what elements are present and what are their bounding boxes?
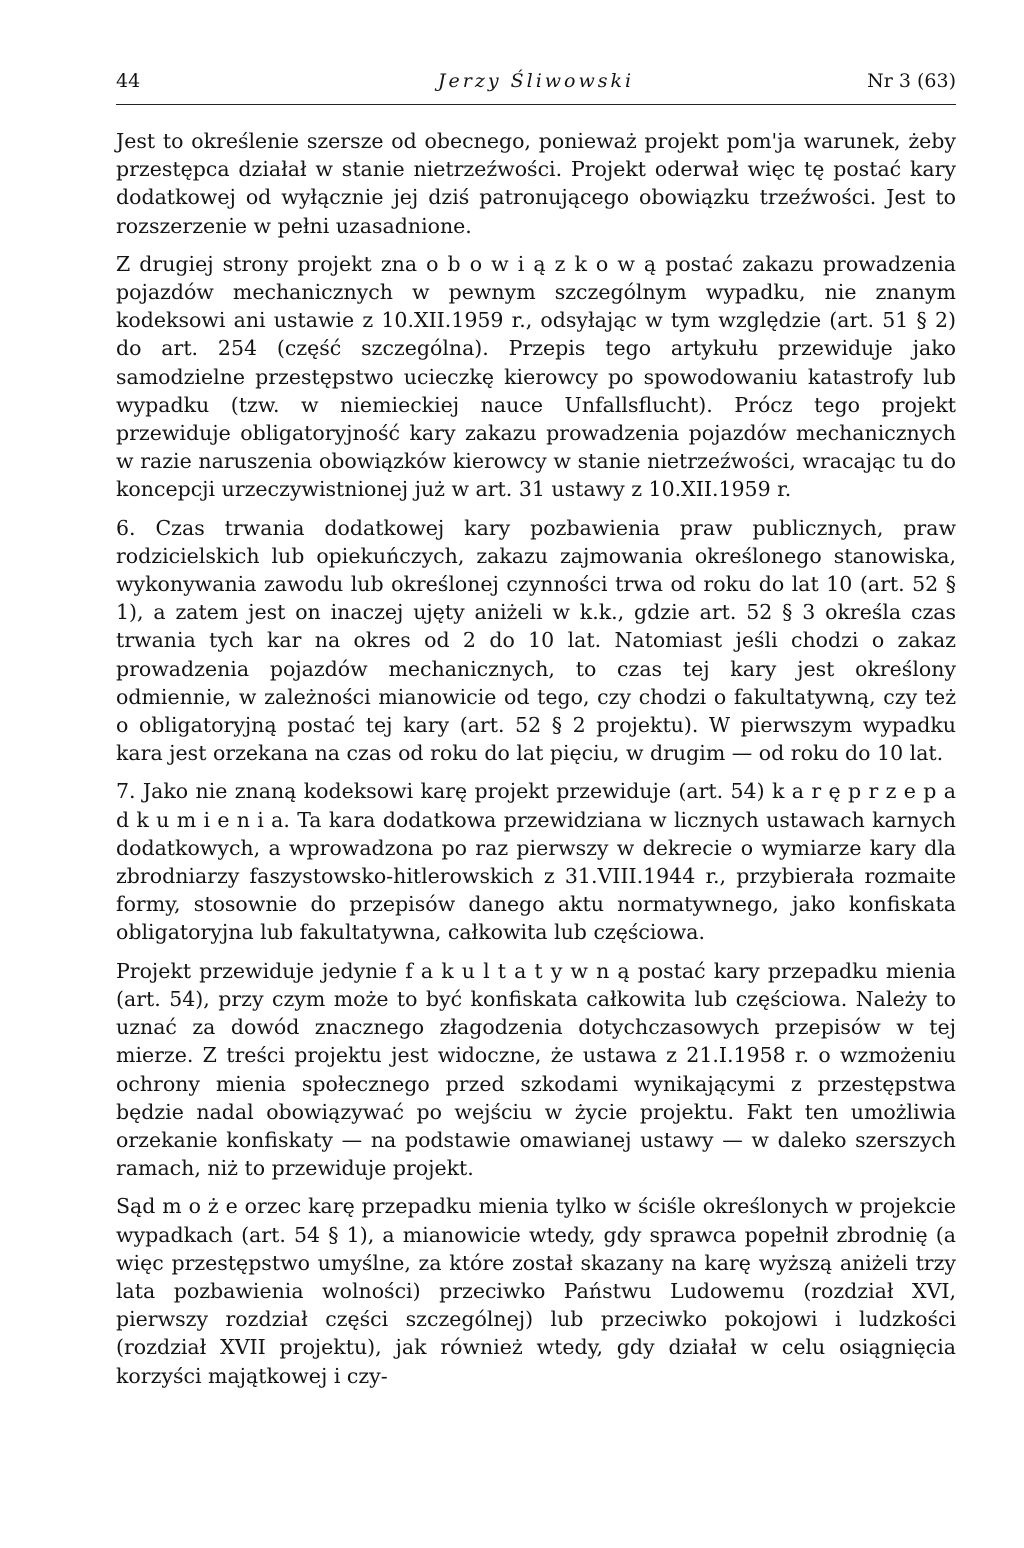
page-number: 44 <box>116 70 141 92</box>
document-page <box>116 68 956 1400</box>
header-rule <box>116 104 956 105</box>
paragraph: Z drugiej strony projekt zna o b o w i ą z k o w ą postać zakazu prowadzenia pojazdów mechanicznych w pewnym szczególnym wypadku, nie znanym kodeksowi ani ustawie z 10.XII.1959 r., odsyłając w tym względzie (art. 51 § 2) do art. 254 (część szczególna). Przepis tego artykułu przewiduje jako samodzielne przestępstwo ucieczkę kierowcy po spowodowaniu katastrofy lub wypadku (tzw. w niemieckiej nauce Unfallsflucht). Prócz tego projekt przewiduje obligatoryjność kary zakazu prowadzenia pojazdów mechanicznych w razie naruszenia obowiązków kierowcy w stanie nietrzeźwości, wracając tu do koncepcji urzeczywistnionej już w art. 31 ustawy z 10.XII.1959 r. <box>116 251 956 502</box>
body-text <box>116 127 956 1390</box>
issue-number: Nr 3 (63) <box>867 70 956 92</box>
paragraph: 6. Czas trwania dodatkowej kary pozbawienia praw publicznych, praw rodzicielskich lub opiekuńczych, zakazu zajmowania określonego stanowiska, wykonywania zawodu lub określonej czynności trwa od roku do lat 10 (art. 52 § 1), a zatem jest on inaczej ujęty aniżeli w k.k., gdzie art. 52 § 3 określa czas trwania tych kar na okres od 2 do 10 lat. Natomiast jeśli chodzi o zakaz prowadzenia pojazdów mechanicznych, to czas tej kary jest określony odmiennie, w zależności mianowicie od tego, czy chodzi o fakultatywną, czy też o obligatoryjną postać tej kary (art. 52 § 2 projektu). W pierwszym wypadku kara jest orzekana na czas od roku do lat pięciu, w drugim — od roku do 10 lat. <box>116 515 956 766</box>
paragraph: Sąd m o ż e orzec karę przepadku mienia tylko w ściśle określonych w projekcie wypadkach (art. 54 § 1), a mianowicie wtedy, gdy sprawca popełnił zbrodnię (a więc przestępstwo umyślne, za które został skazany na karę wyższą aniżeli trzy lata pozbawienia wolności) przeciwko Państwu Ludowemu (rozdział XVI, pierwszy rozdział części szczególnej) lub przeciwko pokojowi i ludzkości (rozdział XVII projektu), jak również wtedy, gdy działał w celu osiągnięcia korzyści majątkowej i czy- <box>116 1194 956 1388</box>
running-header-author: Jerzy Śliwowski <box>437 70 635 92</box>
paragraph: Projekt przewiduje jedynie f a k u l t a t y w n ą postać kary przepadku mienia (art. 54), przy czym może to być konfiskata całkowita lub częściowa. Należy to uznać za dowód znacznego złagodzenia dotychczasowych przepisów w tej mierze. Z treści projektu jest widoczne, że ustawa z 21.I.1958 r. o wzmożeniu ochrony mienia społecznego przed szkodami wynikającymi z przestępstwa będzie nadal obowiązywać po wejściu w życie projektu. Fakt ten umożliwia orzekanie konfiskaty — na podstawie omawianej ustawy — w daleko szerszych ramach, niż to przewiduje projekt. <box>116 958 956 1181</box>
paragraph: Jest to określenie szersze od obecnego, ponieważ projekt pom'ja warunek, żeby przestępca działał w stanie nietrzeźwości. Projekt oderwał więc tę postać kary dodatkowej od wyłącznie jej dziś patronującego obowiązku trzeźwości. Jest to rozszerzenie w pełni uzasadnione. <box>116 129 956 238</box>
paragraph: 7. Jako nie znaną kodeksowi karę projekt przewiduje (art. 54) k a r ę p r z e p a d k u m i e n i a. Ta kara dodatkowa przewidziana w licznych ustawach karnych dodatkowych, a wprowadzona po raz pierwszy w dekrecie o wymiarze kary dla zbrodniarzy faszystowsko-hitlerowskich z 31.VIII.1944 r., przybierała rozmaite formy, stosownie do przepisów danego aktu normatywnego, jako konfiskata obligatoryjna lub fakultatywna, całkowita lub częściowa. <box>116 779 956 945</box>
running-header <box>116 68 956 98</box>
